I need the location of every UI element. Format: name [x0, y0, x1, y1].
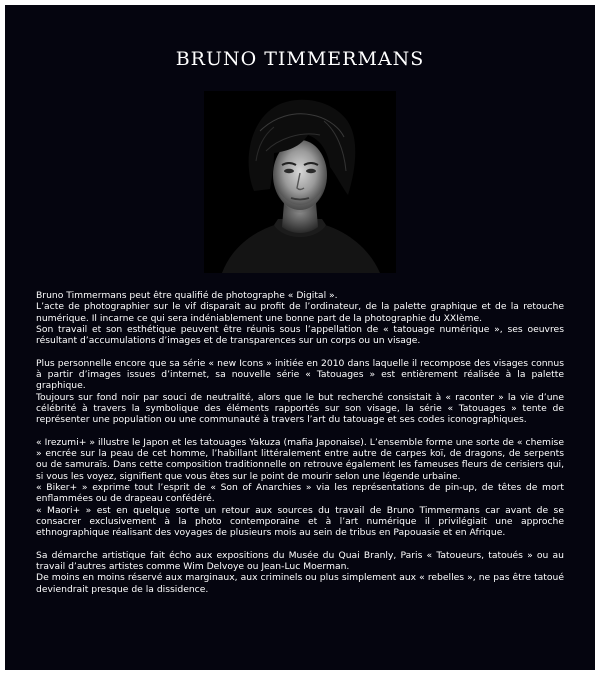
- bio-line: Sa démarche artistique fait écho aux expositions du Musée du Quai Branly, Paris « Tatoueurs, tatoués » ou au travail d’autres artistes comme Wim Delvoye ou Jean-Luc Moerman.: [36, 549, 564, 573]
- bio-line: De moins en moins réservé aux marginaux, aux criminels ou plus simplement aux « rebelles », ne pas être tatoué deviendrait presque de la dissidence.: [36, 572, 564, 595]
- biography-text: [36, 290, 564, 595]
- bio-line: L’acte de photographier sur le vif disparait au profit de l’ordinateur, de la palette graphique et de la retouche numérique. Il incarne ce qui sera indéniablement une bonne part de la photographie du XXIème.: [36, 301, 564, 324]
- bio-line: Bruno Timmermans peut être qualifié de photographe « Digital ».: [36, 290, 338, 301]
- bio-line: « Irezumi+ » illustre le Japon et les tatouages Yakuza (mafia Japonaise). L’ensemble forme une sorte de « chemise » encrée sur la peau de cet homme, l’habillant littéralement entre autre de carpes koï, de dragons, de serpents ou de samuraïs. Dans cette composition traditionnelle on retrouve également les fameuses fleurs de cerisiers qui, si vous les voyez, signifient que vous êtes sur le point de mourir selon une légende urbaine.: [36, 436, 564, 482]
- bio-line: « Maori+ » est en quelque sorte un retour aux sources du travail de Bruno Timmermans car avant de se consacrer exclusivement à la photo contemporaine et à l’art numérique il privilégiait une approche ethnographique réalisant des voyages de plusieurs mois au sein de tribus en Papouasie et en Afrique.: [36, 504, 564, 539]
- bio-line: Son travail et son esthétique peuvent être réunis sous l’appellation de « tatouage numérique », ses oeuvres résultant d’accumulations d’images et de transparences sur un corps ou un visage.: [36, 323, 564, 347]
- bio-line: « Biker+ » exprime tout l’esprit de « Son of Anarchies » via les représentations de pin-up, de têtes de mort enflammées ou de drapeau confédéré.: [36, 482, 564, 505]
- portrait-icon: [204, 91, 396, 273]
- bio-line: Toujours sur fond noir par souci de neutralité, alors que le but recherché consistait à « raconter » la vie d’une célébrité à travers la symbolique des éléments rapportés sur son visage, la série « Tatouages » tente de représenter une population ou une communauté à travers l’art du tatouage et ses codes iconographiques.: [36, 391, 564, 426]
- portrait-photo: [204, 91, 396, 273]
- page-frame: [5, 5, 595, 670]
- bio-line: Plus personnelle encore que sa série « new Icons » initiée en 2010 dans laquelle il recompose des visages connus à partir d’images issues d’internet, sa nouvelle série « Tatouages » est entièrement réalisée à la palette graphique.: [36, 357, 564, 392]
- page-title: BRUNO TIMMERMANS: [175, 48, 425, 70]
